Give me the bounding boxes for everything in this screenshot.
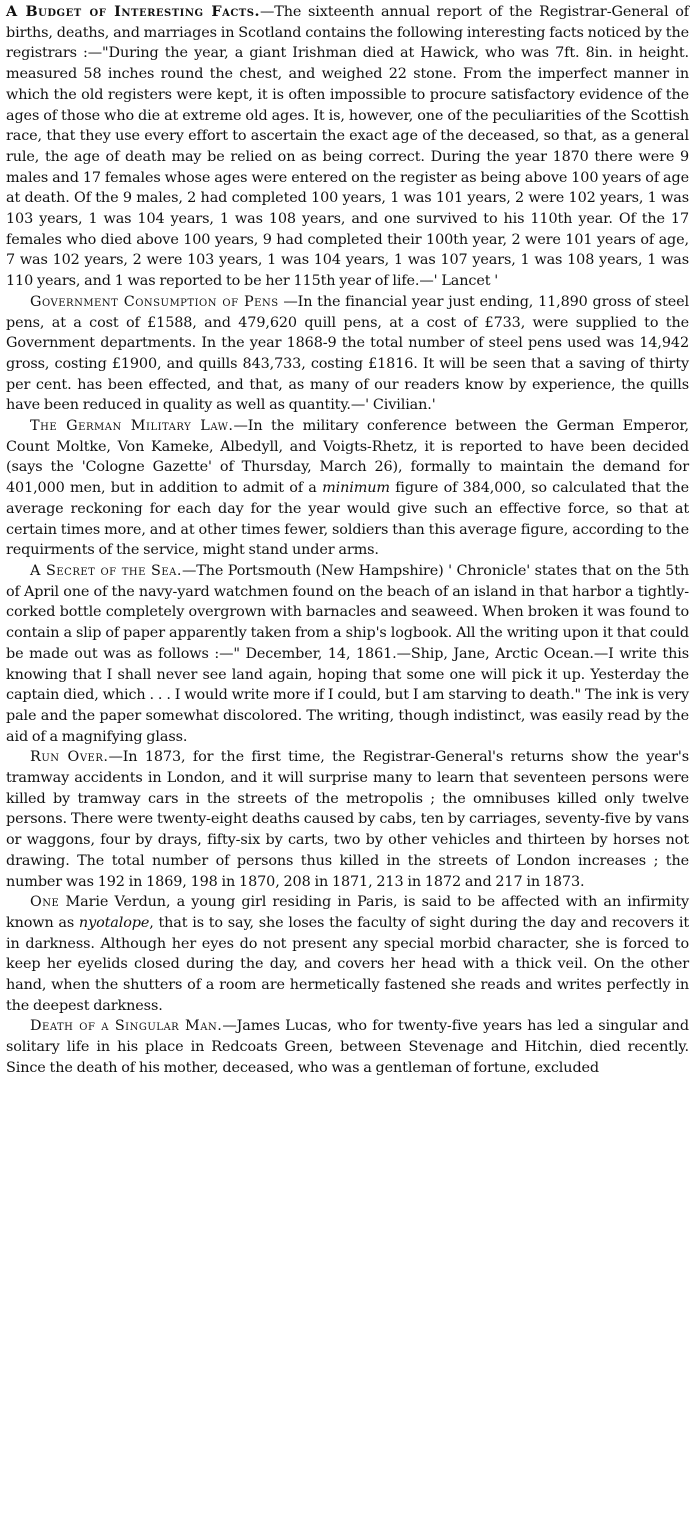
article-marie-verdun (6, 892, 689, 1016)
article-body: —James Lucas, who for twenty-five years has led a singular and solitary life in his place in Redcoats Green, between Stevenage and Hitchin, died recently. Since the death of his mother, deceased, who was a gentleman of fortune, excluded (6, 1018, 690, 1076)
article-heading: Run Over. (30, 749, 109, 766)
article-heading: A Budget of Interesting Facts. (6, 3, 260, 20)
article-heading: The German Military Law. (30, 418, 234, 435)
article-budget-of-facts (6, 2, 689, 292)
article-body: —In 1873, for the first time, the Registrar-General's returns show the year's tramway accidents in London, and it will surprise many to learn that seventeen persons were killed by tramway cars in the streets of the metropolis ; the omnibuses killed only twelve persons. There were twenty-eight deaths caused by cabs, ten by carriages, seventy-five by vans or waggons, four by drays, fifty-six by carts, two by other vehicles and thirteen by horses not drawing. The total number of persons thus killed in the streets of London increases ; the number was 192 in 1869, 198 in 1870, 208 in 1871, 213 in 1872 and 217 in 1873. (6, 749, 689, 890)
article-body: —In the military conference between the German Emperor, Count Moltke, Von Kameke, Albedyll, and Voigts-Rhetz, it is reported to have been decided (says the 'Cologne Gazette' of Thursday, March 26), formally to maintain the demand for 401,000 men, but in addition to admit of a (6, 418, 690, 497)
article-run-over (6, 747, 689, 892)
article-heading: Death of a Singular Man. (30, 1018, 223, 1035)
article-secret-of-the-sea (6, 561, 689, 747)
article-consumption-of-pens (6, 292, 689, 416)
article-heading: A Secret of the Sea. (30, 562, 182, 579)
article-body-continued: , that is to say, she loses the faculty of sight during the day and recovers it in darkness. Although her eyes do not present any special morbid character, she is forced to keep her eyelids closed during the day, and covers her head with a thick veil. On the other hand, when the shutters of a room are hermetically fastened she reads and writes perfectly in the deepest darkness. (6, 914, 689, 1014)
article-heading: One (30, 894, 60, 911)
article-body: —The sixteenth annual report of the Registrar-General of births, deaths, and marriages in Scotland contains the following interesting facts noticed by the registrars :—"During the year, a giant Irishman died at Hawick, who was 7ft. 8in. in height. measured 58 inches round the chest, and weighed 22 stone. From the imperfect manner in which the old registers were kept, it is often impossible to procure satisfactory evidence of the ages of those who die at extreme old ages. It is, however, one of the peculiarities of the Scottish race, that they use every effort to ascertain the exact age of the deceased, so that, as a general rule, the age of death may be relied on as being correct. During the year 1870 there were 9 males and 17 females whose ages were entered on the register as being above 100 years of age at death. Of the 9 males, 2 had completed 100 years, 1 was 101 years, 2 were 102 years, 1 was 103 years, 1 was 104 years, 1 was 108 years, and one survived to his 110th year. Of the 17 females who died above 100 years, 9 had completed their 100th year, 2 were 101 years of age, 7 was 102 years, 2 were 103 years, 1 was 104 years, 1 was 107 years, 1 was 108 years, 1 was 110 years, and 1 was reported to be her 115th year of life.—' Lancet ' (6, 4, 689, 290)
article-german-military-law (6, 416, 689, 561)
article-body: —In the financial year just ending, 11,890 gross of steel pens, at a cost of £1588, and 479,620 quill pens, at a cost of £733, were supplied to the Government departments. In the year 1868-9 the total number of steel pens used was 14,942 gross, costing £1900, and quills 843,733, costing £1816. It will be seen that a saving of thirty per cent. has been effected, and that, as many of our readers know by experience, the quills have been reduced in quality as well as quantity.—' Civilian.' (6, 293, 689, 414)
article-emphasis: minimum (322, 480, 390, 497)
article-heading: Government Consumption of Pens (30, 293, 279, 310)
article-emphasis: nyotalope (78, 914, 150, 931)
article-body-continued: figure of 384,000, so calculated that the average reckoning for each day for the year would give such an effective force, so that at certain times more, and at other times fewer, soldiers than this average figure, according to the requirments of the service, might stand under arms. (6, 480, 689, 559)
article-death-of-singular-man (6, 1016, 689, 1078)
article-body: —The Portsmouth (New Hampshire) ' Chronicle' states that on the 5th of April one of the navy-yard watchmen found on the beach of an island in that harbor a tightly-corked bottle completely overgrown with barnacles and seaweed. When broken it was found to contain a slip of paper apparently taken from a ship's logbook. All the writing upon it that could be made out was as follows :—" December, 14, 1861.—Ship, Jane, Arctic Ocean.—I write this knowing that I shall never see land again, hoping that some one will pick it up. Yesterday the captain died, which . . . I would write more if I could, but I am starving to death." The ink is very pale and the paper somewhat discolored. The writing, though indistinct, was easily read by the aid of a magnifying glass. (6, 562, 690, 745)
article-body: Marie Verdun, a young girl residing in Paris, is said to be affected with an infirmity known as (6, 894, 689, 931)
